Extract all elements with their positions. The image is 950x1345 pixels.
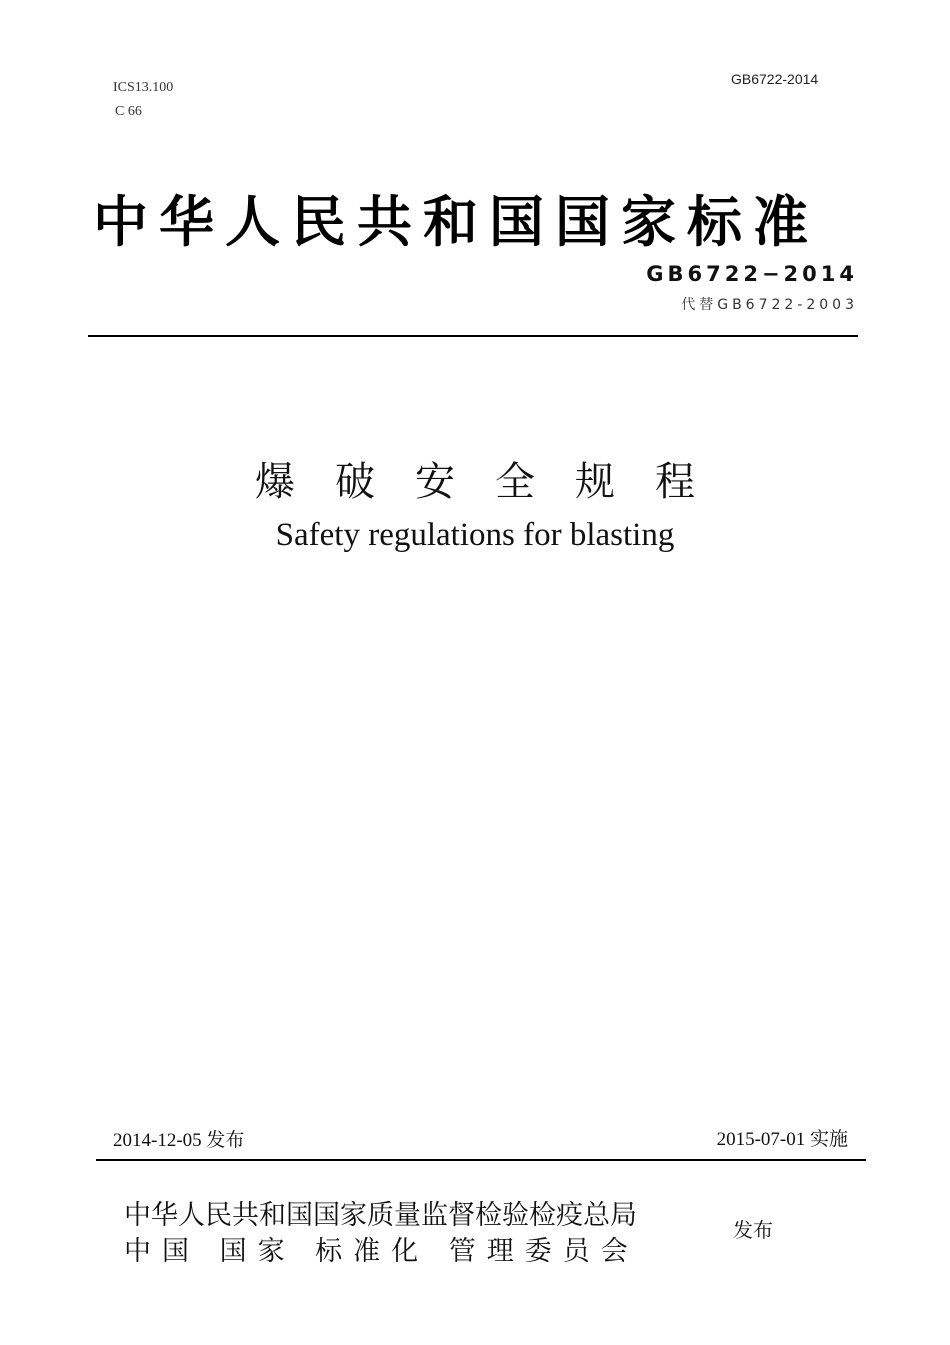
- standard-number: GB6722−2014: [646, 262, 858, 286]
- implementation-date: 2015-07-01 实施: [716, 1129, 848, 1150]
- issuer-line-1: 中华人民共和国国家质量监督检验检疫总局: [124, 1200, 637, 1231]
- ccs-code: C 66: [115, 104, 142, 119]
- standard-category-heading: 中华人民共和国国家标准: [93, 190, 820, 254]
- publish-date: 2014-12-05 发布: [113, 1130, 245, 1151]
- issue-label: 发布: [733, 1218, 773, 1242]
- ics-code: ICS13.100: [113, 80, 174, 95]
- bottom-divider: [96, 1159, 866, 1161]
- replaces-standard: 代替GB6722-2003: [681, 297, 858, 313]
- title-chinese: 爆破安全规程: [255, 459, 735, 505]
- issuer-line-2: 中国 国家 标准化 管理委员会: [124, 1236, 639, 1267]
- top-standard-number: GB6722-2014: [731, 71, 819, 87]
- title-english: Safety regulations for blasting: [275, 517, 675, 553]
- top-divider: [88, 335, 858, 337]
